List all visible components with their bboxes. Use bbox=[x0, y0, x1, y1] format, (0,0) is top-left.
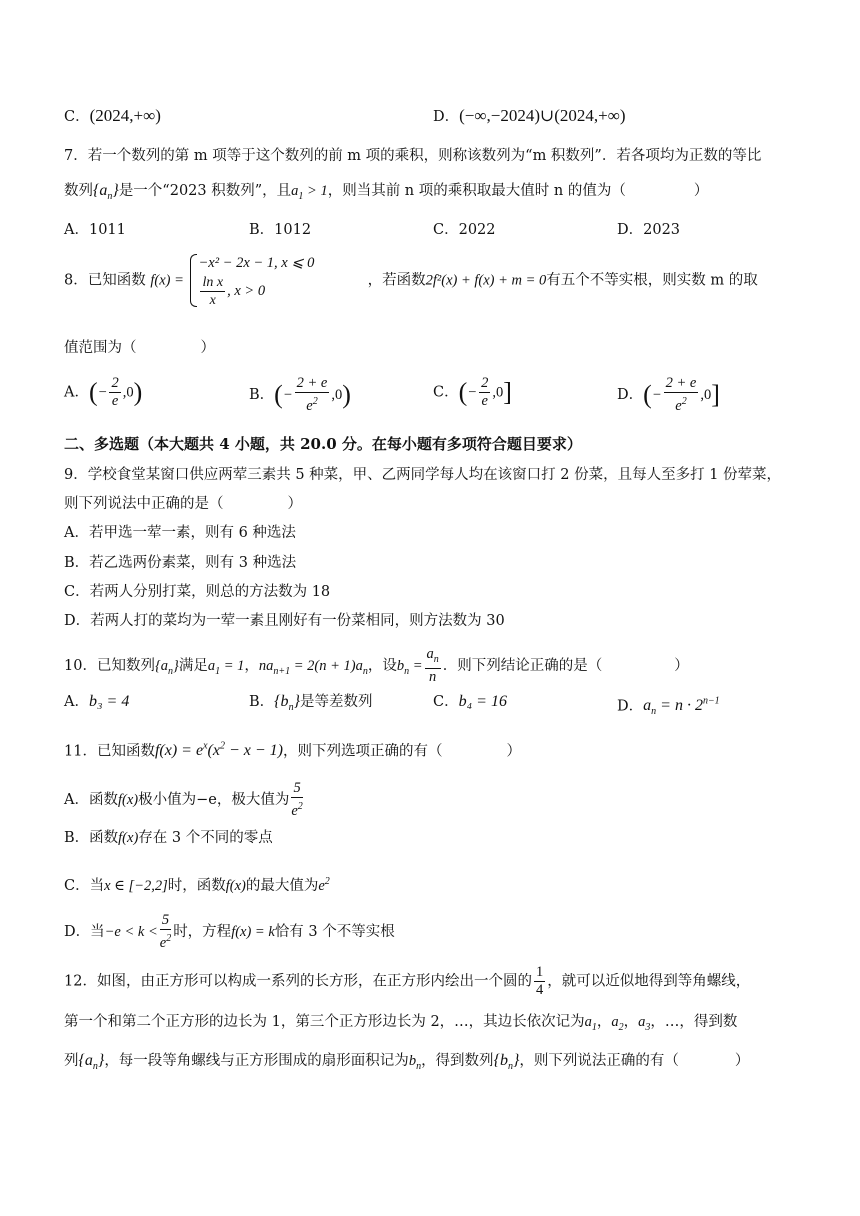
section-heading-multiple-choice: 二、多选题（本大题共 4 小题，共 20.0 分。在每小题有多项符合题目要求） bbox=[64, 435, 582, 453]
q11-line1: 11．已知函数$f(x) = e^x(x^2 - x - 1)$，则下列选项正确的有（ ） bbox=[64, 741, 521, 760]
q11-option-b: B．函数f(x)存在 3 个不同的零点 bbox=[64, 830, 273, 846]
q7-line1: 7．若一个数列的第 m 项等于这个数列的前 m 项的乘积，则称该数列为“m 积数列”．若各项均为正数的等比 bbox=[64, 148, 762, 164]
q6-option-d: D．(−∞,−2024)∪(2024,+∞) bbox=[433, 106, 626, 125]
q11-option-a: A．函数f(x)极小值为−e，极大值为 $\frac{5}{e^2}$ bbox=[64, 780, 303, 819]
q9-line1: 9．学校食堂某窗口供应两荤三素共 5 种菜，甲、乙两同学每人均在该窗口打 2 份菜，且每人至多打 1 份荤菜， bbox=[64, 467, 782, 483]
q8-option-a: A．(− $\frac{2}{e}$ ,0) bbox=[64, 375, 143, 409]
q10-option-a: A．b₃ = 4 bbox=[64, 693, 130, 710]
q10-option-c: C．b₄ = 16 bbox=[433, 693, 507, 710]
q7-option-d: D．2023 bbox=[617, 222, 681, 238]
q9-option-d: D．若两人打的菜均为一荤一素且刚好有一份菜相同，则方法数为 30 bbox=[64, 613, 505, 629]
q10-option-d: D．$a_n = n \cdot 2^{n-1}$ bbox=[617, 696, 720, 718]
q10-line1: 10．已知数列$\{a_n\}$满足$a_1 = 1$，$na_{n+1} = 2(n + 1)a_n$，设$b_n$ = $\frac{a_n}{n}$ ．则下列结论正确的是（ ） bbox=[64, 646, 689, 685]
q9-option-b: B．若乙选两份素菜，则有 3 种选法 bbox=[64, 555, 297, 571]
q7-option-a: A．1011 bbox=[64, 222, 126, 238]
q7-line2: 数列$\{a_n\}$是一个“2023 积数列”，且$a_1 > 1$，则当其前 n 项的乘积取最大值时 n 的值为（ ） bbox=[64, 182, 709, 203]
q12-line3: 列$\{a_n\}$，每一段等角螺线与正方形围成的扇形面积记为$b_n$，得到数列$\{b_n\}$，则下列说法正确的有（ ） bbox=[64, 1052, 750, 1073]
q7-option-c: C．2022 bbox=[433, 222, 496, 238]
q8-option-d: D．(− $\frac{2 + e}{e^2}$ ,0] bbox=[617, 375, 720, 414]
q9-option-c: C．若两人分别打菜，则总的方法数为 18 bbox=[64, 584, 331, 600]
q9-option-a: A．若甲选一荤一素，则有 6 种选法 bbox=[64, 525, 296, 541]
q9-line2: 则下列说法中正确的是（ ） bbox=[64, 496, 302, 512]
q8-option-b: B．(− $\frac{2 + e}{e^2}$ ,0) bbox=[249, 375, 351, 414]
q8-line2: 值范围为（ ） bbox=[64, 340, 215, 356]
q6-option-c: C．(2024,+∞) bbox=[64, 106, 161, 125]
piecewise-function: −x² − 2x − 1, x ⩽ 0 $\frac{\text{ln x}}{x}$ , x > 0 bbox=[188, 252, 314, 309]
q12-line1: 12．如图，由正方形可以构成一系列的长方形，在正方形内绘出一个圆的 $\frac{1}{4}$ ，就可以近似地得到等角螺线， bbox=[64, 964, 751, 998]
q8-option-c: C．(− $\frac{2}{e}$ ,0] bbox=[433, 375, 512, 409]
q10-option-b: B．$\{b_n\}$是等差数列 bbox=[249, 693, 373, 714]
q7-option-b: B．1012 bbox=[249, 222, 312, 238]
q11-option-d: D．当−e < k < $\frac{5}{e^2}$ 时，方程f(x) = k恰有 3 个不等实根 bbox=[64, 912, 395, 951]
q12-line2: 第一个和第二个正方形的边长为 1，第三个正方形边长为 2，…，其边长依次记为$a_1$，$a_2$，$a_3$，…，得到数 bbox=[64, 1014, 738, 1033]
q8-line1: 8．已知函数 f(x) = −x² − 2x − 1, x ⩽ 0 $\frac{\text{ln x}}{x}$ , x > 0 ，若函数2f²(x) + f(x) + m = 0有五个不等实根，则实数 m 的取 bbox=[64, 252, 758, 309]
q11-option-c: C．当x ∈ [−2,2]时，函数f(x)的最大值为$e^2$ bbox=[64, 876, 330, 894]
